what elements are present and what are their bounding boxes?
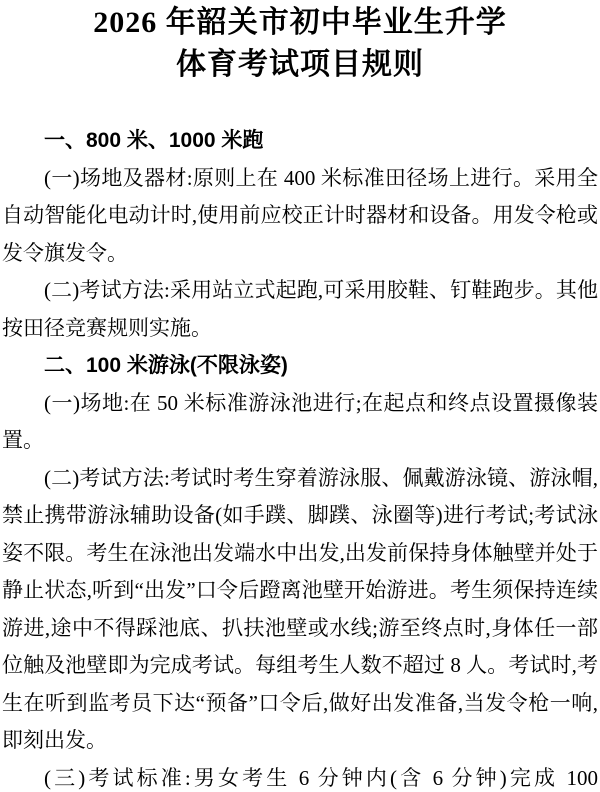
document-title (2, 2, 598, 86)
paragraph: (三)考试标准:男女考生 6 分钟内(含 6 分钟)完成 100 (44, 765, 598, 790)
paragraph: (一)场地:在 50 米标准游泳池进行;在起点和终点设置摄像装置。 (2, 390, 598, 452)
title-line-1: 2026 年韶关市初中毕业生升学 (93, 6, 507, 39)
title-line-2: 体育考试项目规则 (176, 48, 424, 81)
paragraph: (一)场地及器材:原则上在 400 米标准田径场上进行。采用全自动智能化电动计时,使用前应校正计时器材和设备。用发令枪或发令旗发令。 (2, 165, 598, 265)
document-body (2, 122, 598, 792)
paragraph: (二)考试方法:考试时考生穿着游泳服、佩戴游泳镜、游泳帽,禁止携带游泳辅助设备(如手蹼、脚蹼、泳圈等)进行考试;考试泳姿不限。考生在泳池出发端水中出发,出发前保持身体触壁并处于静止状态,听到“出发”口令后蹬离池壁开始游进。考生须保持连续游进,途中不得踩池底、扒扶池壁或水线;游至终点时,身体任一部位触及池壁即为完成考试。每组考生人数不超过 8 人。考试时,考生在听到监考员下达“预备”口令后,做好出发准备,当发令枪一响,即刻出发。 (2, 465, 598, 752)
section-heading: 二、100 米游泳(不限泳姿) (44, 354, 288, 377)
section-heading: 一、800 米、1000 米跑 (44, 129, 264, 152)
paragraph: (二)考试方法:采用站立式起跑,可采用胶鞋、钉鞋跑步。其他按田径竞赛规则实施。 (2, 278, 598, 340)
